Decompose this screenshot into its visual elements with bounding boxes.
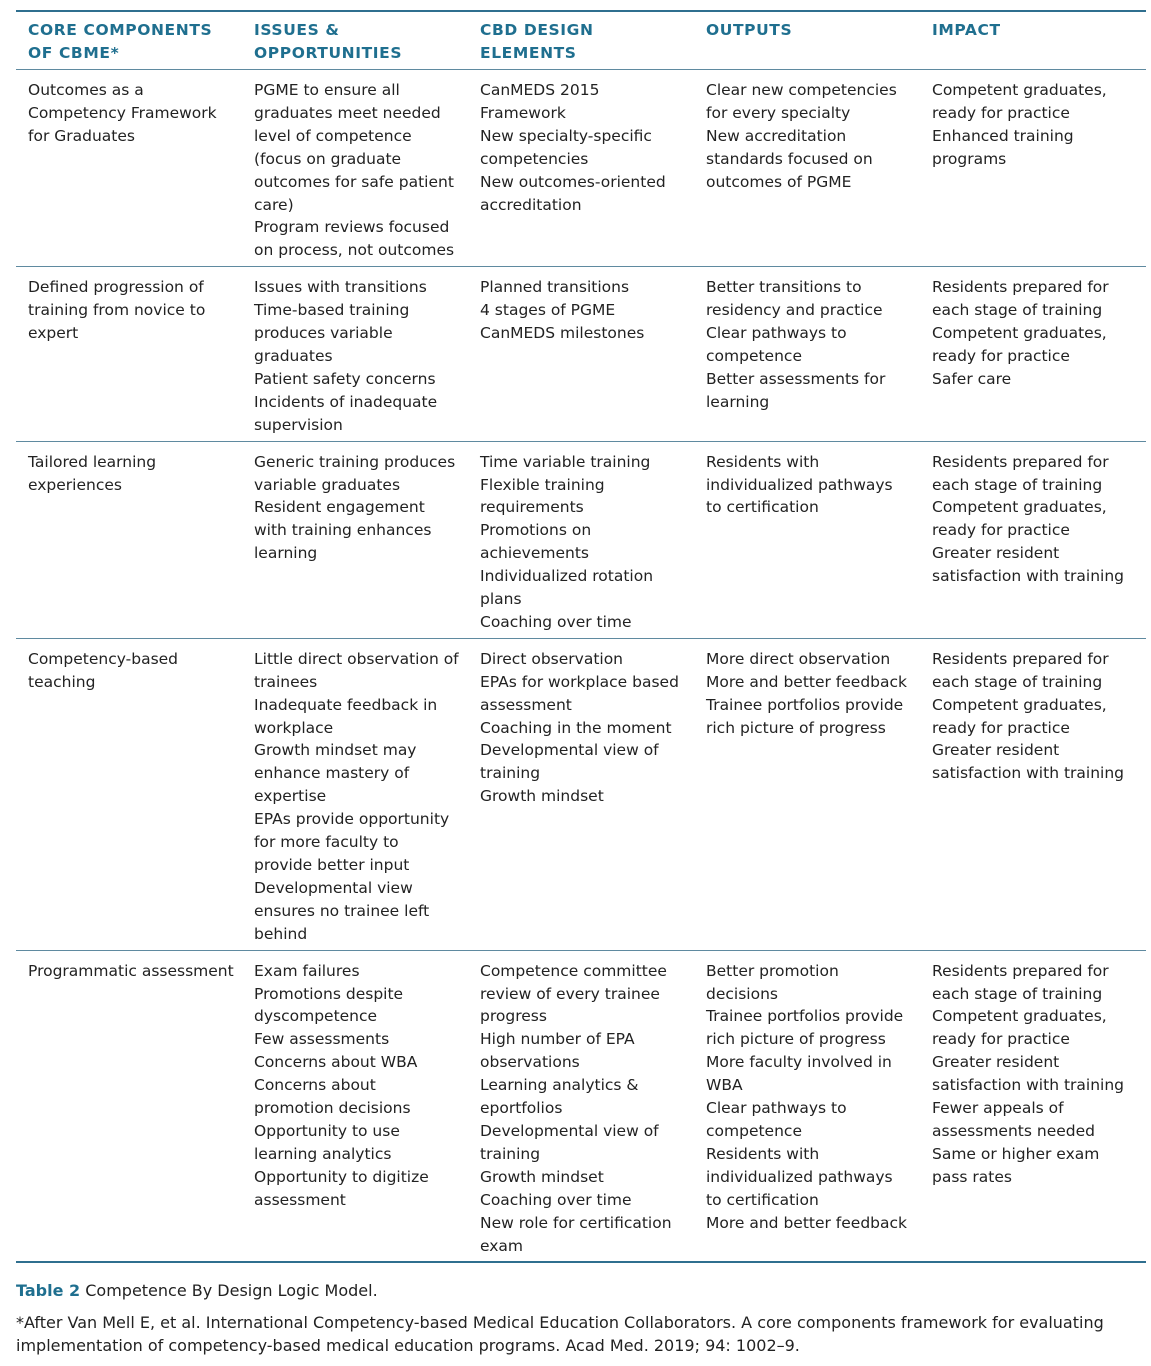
cell-line: Developmental view ensures no trainee left behind: [254, 878, 430, 943]
cell-line: Outcomes as a Competency Framework for Graduates: [28, 81, 217, 145]
cell-line: Opportunity to use learning analytics: [254, 1121, 400, 1163]
cell-line: Time-based training produces variable graduates: [254, 301, 410, 365]
cell-core-component: [16, 638, 242, 950]
cell-line: Same or higher exam pass rates: [932, 1144, 1100, 1186]
cell-line: Clear new competencies for every specialty: [706, 81, 897, 122]
cell-line: Issues with transitions: [254, 278, 427, 297]
header-impact: IMPACT: [920, 11, 1146, 70]
cell-line: Concerns about WBA: [254, 1053, 418, 1072]
table-header: [16, 11, 1146, 70]
cell-line: Opportunity to digitize assessment: [254, 1167, 429, 1209]
cell-outputs: [694, 70, 920, 267]
cell-line: Clear pathways to competence: [706, 1099, 847, 1140]
cell-line: PGME to ensure all graduates meet needed level of competence (focus on graduate outcomes for safe patient care): [254, 81, 454, 214]
cell-line: CanMEDS 2015 Framework: [480, 81, 600, 122]
cell-core-component: [16, 70, 242, 267]
cell-impact: [920, 70, 1146, 267]
cell-line: New outcomes-oriented accreditation: [480, 172, 666, 214]
header-core-components: CORE COMPONENTS OF CBME*: [16, 11, 242, 70]
cell-issues-opportunities: [242, 70, 468, 267]
cell-line: Clear pathways to competence: [706, 324, 847, 365]
cell-line: Competent graduates, ready for practice: [932, 324, 1107, 365]
cell-line: High number of EPA observations: [480, 1030, 635, 1072]
cell-line: Planned transitions: [480, 278, 630, 297]
cell-line: Inadequate feedback in workplace: [254, 695, 438, 737]
cell-issues-opportunities: [242, 638, 468, 950]
cell-line: Competent graduates, ready for practice: [932, 498, 1107, 540]
logic-model-table: [16, 10, 1146, 1263]
cell-line: Greater resident satisfaction with training: [932, 1053, 1124, 1095]
cell-line: CanMEDS milestones: [480, 324, 645, 343]
cell-design-elements: [468, 441, 694, 638]
cell-line: Coaching over time: [480, 612, 632, 631]
cell-core-component: [16, 267, 242, 441]
cell-line: New specialty-specific competencies: [480, 126, 652, 168]
cell-line: Resident engagement with training enhances learning: [254, 498, 432, 563]
cell-line: Exam failures: [254, 961, 360, 980]
cell-line: More and better feedback: [706, 672, 908, 691]
header-outputs: OUTPUTS: [694, 11, 920, 70]
table-row: [16, 638, 1146, 950]
cell-line: Promotions on achievements: [480, 521, 592, 563]
header-cbd-design-elements: CBD DESIGN ELEMENTS: [468, 11, 694, 70]
cell-line: New accreditation standards focused on outcomes of PGME: [706, 126, 873, 191]
cell-line: Residents prepared for each stage of training: [932, 452, 1109, 494]
cell-design-elements: [468, 267, 694, 441]
cell-design-elements: [468, 638, 694, 950]
cell-line: Time variable training: [480, 452, 651, 471]
cell-line: Patient safety concerns: [254, 369, 436, 388]
cell-impact: [920, 267, 1146, 441]
table-row: [16, 267, 1146, 441]
cell-core-component: [16, 950, 242, 1262]
table-footnote: *After Van Mell E, et al. International Competency-based Medical Education Collaborators. A core components framework for evaluating implementation of competency-based medical education programs. Acad Med. 2019; 94: 1002–9.: [16, 1313, 1104, 1355]
cell-line: Trainee portfolios provide rich picture of progress: [706, 695, 904, 737]
cell-line: Individualized rotation plans: [480, 567, 654, 609]
cell-line: Concerns about promotion decisions: [254, 1076, 411, 1118]
cell-design-elements: [468, 950, 694, 1262]
cell-line: Residents prepared for each stage of training: [932, 961, 1109, 1003]
header-row: [16, 11, 1146, 70]
cell-line: Residents prepared for each stage of training: [932, 278, 1109, 320]
cell-line: More faculty involved in WBA: [706, 1053, 892, 1095]
cell-line: Fewer appeals of assessments needed: [932, 1099, 1095, 1140]
table-caption: [16, 1280, 1136, 1302]
cell-line: Tailored learning experiences: [28, 452, 157, 494]
cell-line: Developmental view of training: [480, 1121, 659, 1163]
cell-line: EPAs for workplace based assessment: [480, 672, 679, 714]
cell-line: Residents with individualized pathways to certification: [706, 1144, 893, 1209]
cell-line: Little direct observation of trainees: [254, 649, 459, 691]
cell-line: Competent graduates, ready for practice: [932, 81, 1107, 122]
cell-line: Learning analytics & eportfolios: [480, 1076, 639, 1118]
cell-design-elements: [468, 70, 694, 267]
cell-issues-opportunities: [242, 950, 468, 1262]
caption-label: Table 2: [16, 1281, 81, 1300]
cell-line: Competent graduates, ready for practice: [932, 695, 1107, 737]
cell-line: Few assessments: [254, 1030, 390, 1049]
cell-line: Competent graduates, ready for practice: [932, 1007, 1107, 1049]
cell-line: More direct observation: [706, 649, 891, 668]
cell-line: Programmatic assessment: [28, 961, 234, 980]
cell-line: More and better feedback: [706, 1213, 908, 1232]
cell-core-component: [16, 441, 242, 638]
cell-line: Trainee portfolios provide rich picture of progress: [706, 1007, 904, 1049]
cell-line: Better promotion decisions: [706, 961, 839, 1003]
cell-line: Incidents of inadequate supervision: [254, 392, 438, 434]
cell-line: Growth mindset: [480, 787, 604, 806]
cell-line: Coaching over time: [480, 1190, 632, 1209]
cell-line: Enhanced training programs: [932, 126, 1074, 168]
cell-outputs: [694, 441, 920, 638]
cell-line: 4 stages of PGME: [480, 301, 616, 320]
cell-line: Competence committee review of every trainee progress: [480, 961, 667, 1026]
cell-outputs: [694, 950, 920, 1262]
table-row: [16, 441, 1146, 638]
cell-line: Direct observation: [480, 649, 624, 668]
cell-line: Growth mindset: [480, 1167, 604, 1186]
cell-line: Greater resident satisfaction with training: [932, 741, 1124, 783]
cell-impact: [920, 950, 1146, 1262]
cell-issues-opportunities: [242, 441, 468, 638]
cell-line: Program reviews focused on process, not outcomes: [254, 218, 455, 260]
cell-line: Better assessments for learning: [706, 369, 886, 411]
cell-line: Promotions despite dyscompetence: [254, 984, 404, 1026]
cell-line: EPAs provide opportunity for more faculty to provide better input: [254, 810, 450, 874]
cell-outputs: [694, 267, 920, 441]
header-issues-opportunities: ISSUES & OPPORTUNITIES: [242, 11, 468, 70]
cell-impact: [920, 638, 1146, 950]
cell-line: Flexible training requirements: [480, 475, 605, 517]
cell-line: Developmental view of training: [480, 741, 659, 783]
cell-line: Safer care: [932, 369, 1012, 388]
cell-outputs: [694, 638, 920, 950]
cell-issues-opportunities: [242, 267, 468, 441]
cell-line: Coaching in the moment: [480, 718, 672, 737]
cell-line: Competency-based teaching: [28, 649, 179, 691]
cell-line: Greater resident satisfaction with training: [932, 544, 1124, 586]
table-row: [16, 70, 1146, 267]
cell-line: Residents prepared for each stage of training: [932, 649, 1109, 691]
cell-line: Better transitions to residency and practice: [706, 278, 883, 320]
cell-line: Residents with individualized pathways to certification: [706, 452, 893, 517]
cell-line: New role for certification exam: [480, 1213, 672, 1255]
cell-line: Generic training produces variable graduates: [254, 452, 456, 494]
table-body: [16, 70, 1146, 1263]
cell-line: Growth mindset may enhance mastery of expertise: [254, 741, 417, 806]
cell-impact: [920, 441, 1146, 638]
table-row: [16, 950, 1146, 1262]
caption-text: Competence By Design Logic Model.: [85, 1281, 378, 1300]
cell-line: Defined progression of training from novice to expert: [28, 278, 206, 343]
